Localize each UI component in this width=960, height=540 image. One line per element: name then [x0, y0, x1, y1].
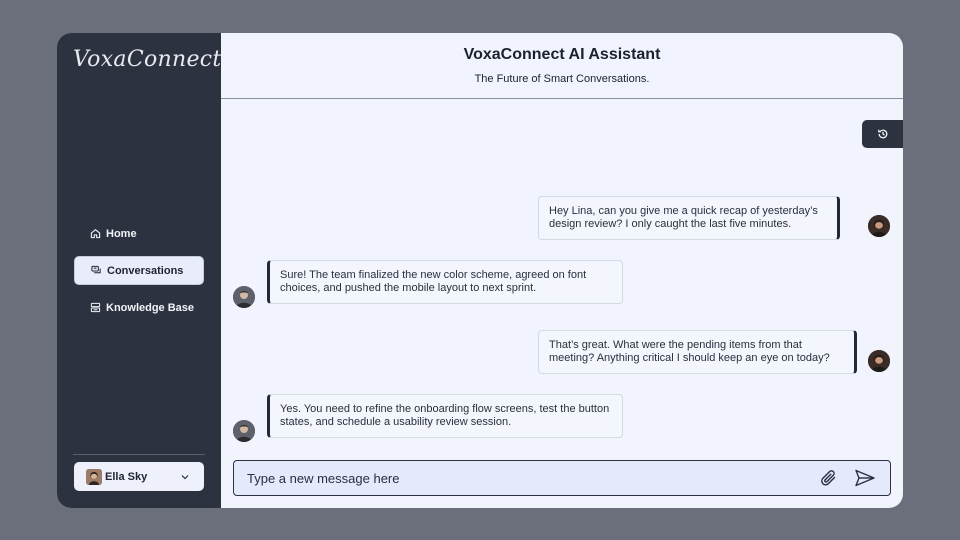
attach-button[interactable]: [816, 465, 842, 491]
user-name: Ella Sky: [105, 470, 148, 483]
user-avatar: [86, 469, 102, 485]
user-menu-button[interactable]: [74, 462, 204, 491]
sidebar-item-conversations[interactable]: [74, 256, 204, 285]
history-button[interactable]: [862, 120, 903, 148]
app-logo: VoxaConnect: [73, 47, 222, 72]
message-composer: [233, 460, 891, 496]
history-icon: [877, 128, 889, 140]
sidebar-item-label: Knowledge Base: [106, 301, 195, 314]
message-bubble-assistant: [267, 394, 623, 438]
user-avatar: [868, 350, 890, 372]
sidebar-item-knowledge-base[interactable]: [74, 293, 204, 322]
home-icon: [90, 228, 101, 239]
sidebar-nav: [74, 219, 204, 330]
message-text: That’s great. What were the pending items from that meeting? Anything critical I should keep an eye on today?: [549, 339, 830, 364]
chevron-down-icon: [180, 472, 190, 482]
assistant-avatar: [233, 286, 255, 308]
chat-header: [221, 33, 903, 99]
book-icon: [90, 302, 101, 313]
message-bubble-user: [538, 196, 840, 240]
assistant-avatar: [233, 420, 255, 442]
sidebar: [57, 33, 221, 508]
page-title: VoxaConnect AI Assistant: [463, 46, 661, 63]
page-subtitle: The Future of Smart Conversations.: [474, 73, 650, 85]
chat-icon: [91, 265, 102, 276]
paperclip-icon: [819, 468, 839, 488]
message-bubble-assistant: [267, 260, 623, 304]
message-input[interactable]: [234, 461, 816, 495]
send-icon: [854, 468, 876, 488]
user-avatar: [868, 215, 890, 237]
message-text: Sure! The team finalized the new color scheme, agreed on font choices, and pushed the mobile layout to next sprint.: [280, 269, 587, 294]
sidebar-item-home[interactable]: [74, 219, 204, 248]
app-window: [57, 33, 903, 508]
sidebar-item-label: Conversations: [107, 264, 184, 277]
sidebar-divider: [73, 454, 205, 455]
message-text: Hey Lina, can you give me a quick recap of yesterday’s design review? I only caught the last five minutes.: [549, 205, 818, 230]
main-panel: [221, 33, 903, 508]
message-bubble-user: [538, 330, 857, 374]
message-text: Yes. You need to refine the onboarding flow screens, test the button states, and schedule a usability review session.: [280, 403, 610, 428]
send-button[interactable]: [852, 465, 878, 491]
sidebar-item-label: Home: [106, 227, 137, 240]
